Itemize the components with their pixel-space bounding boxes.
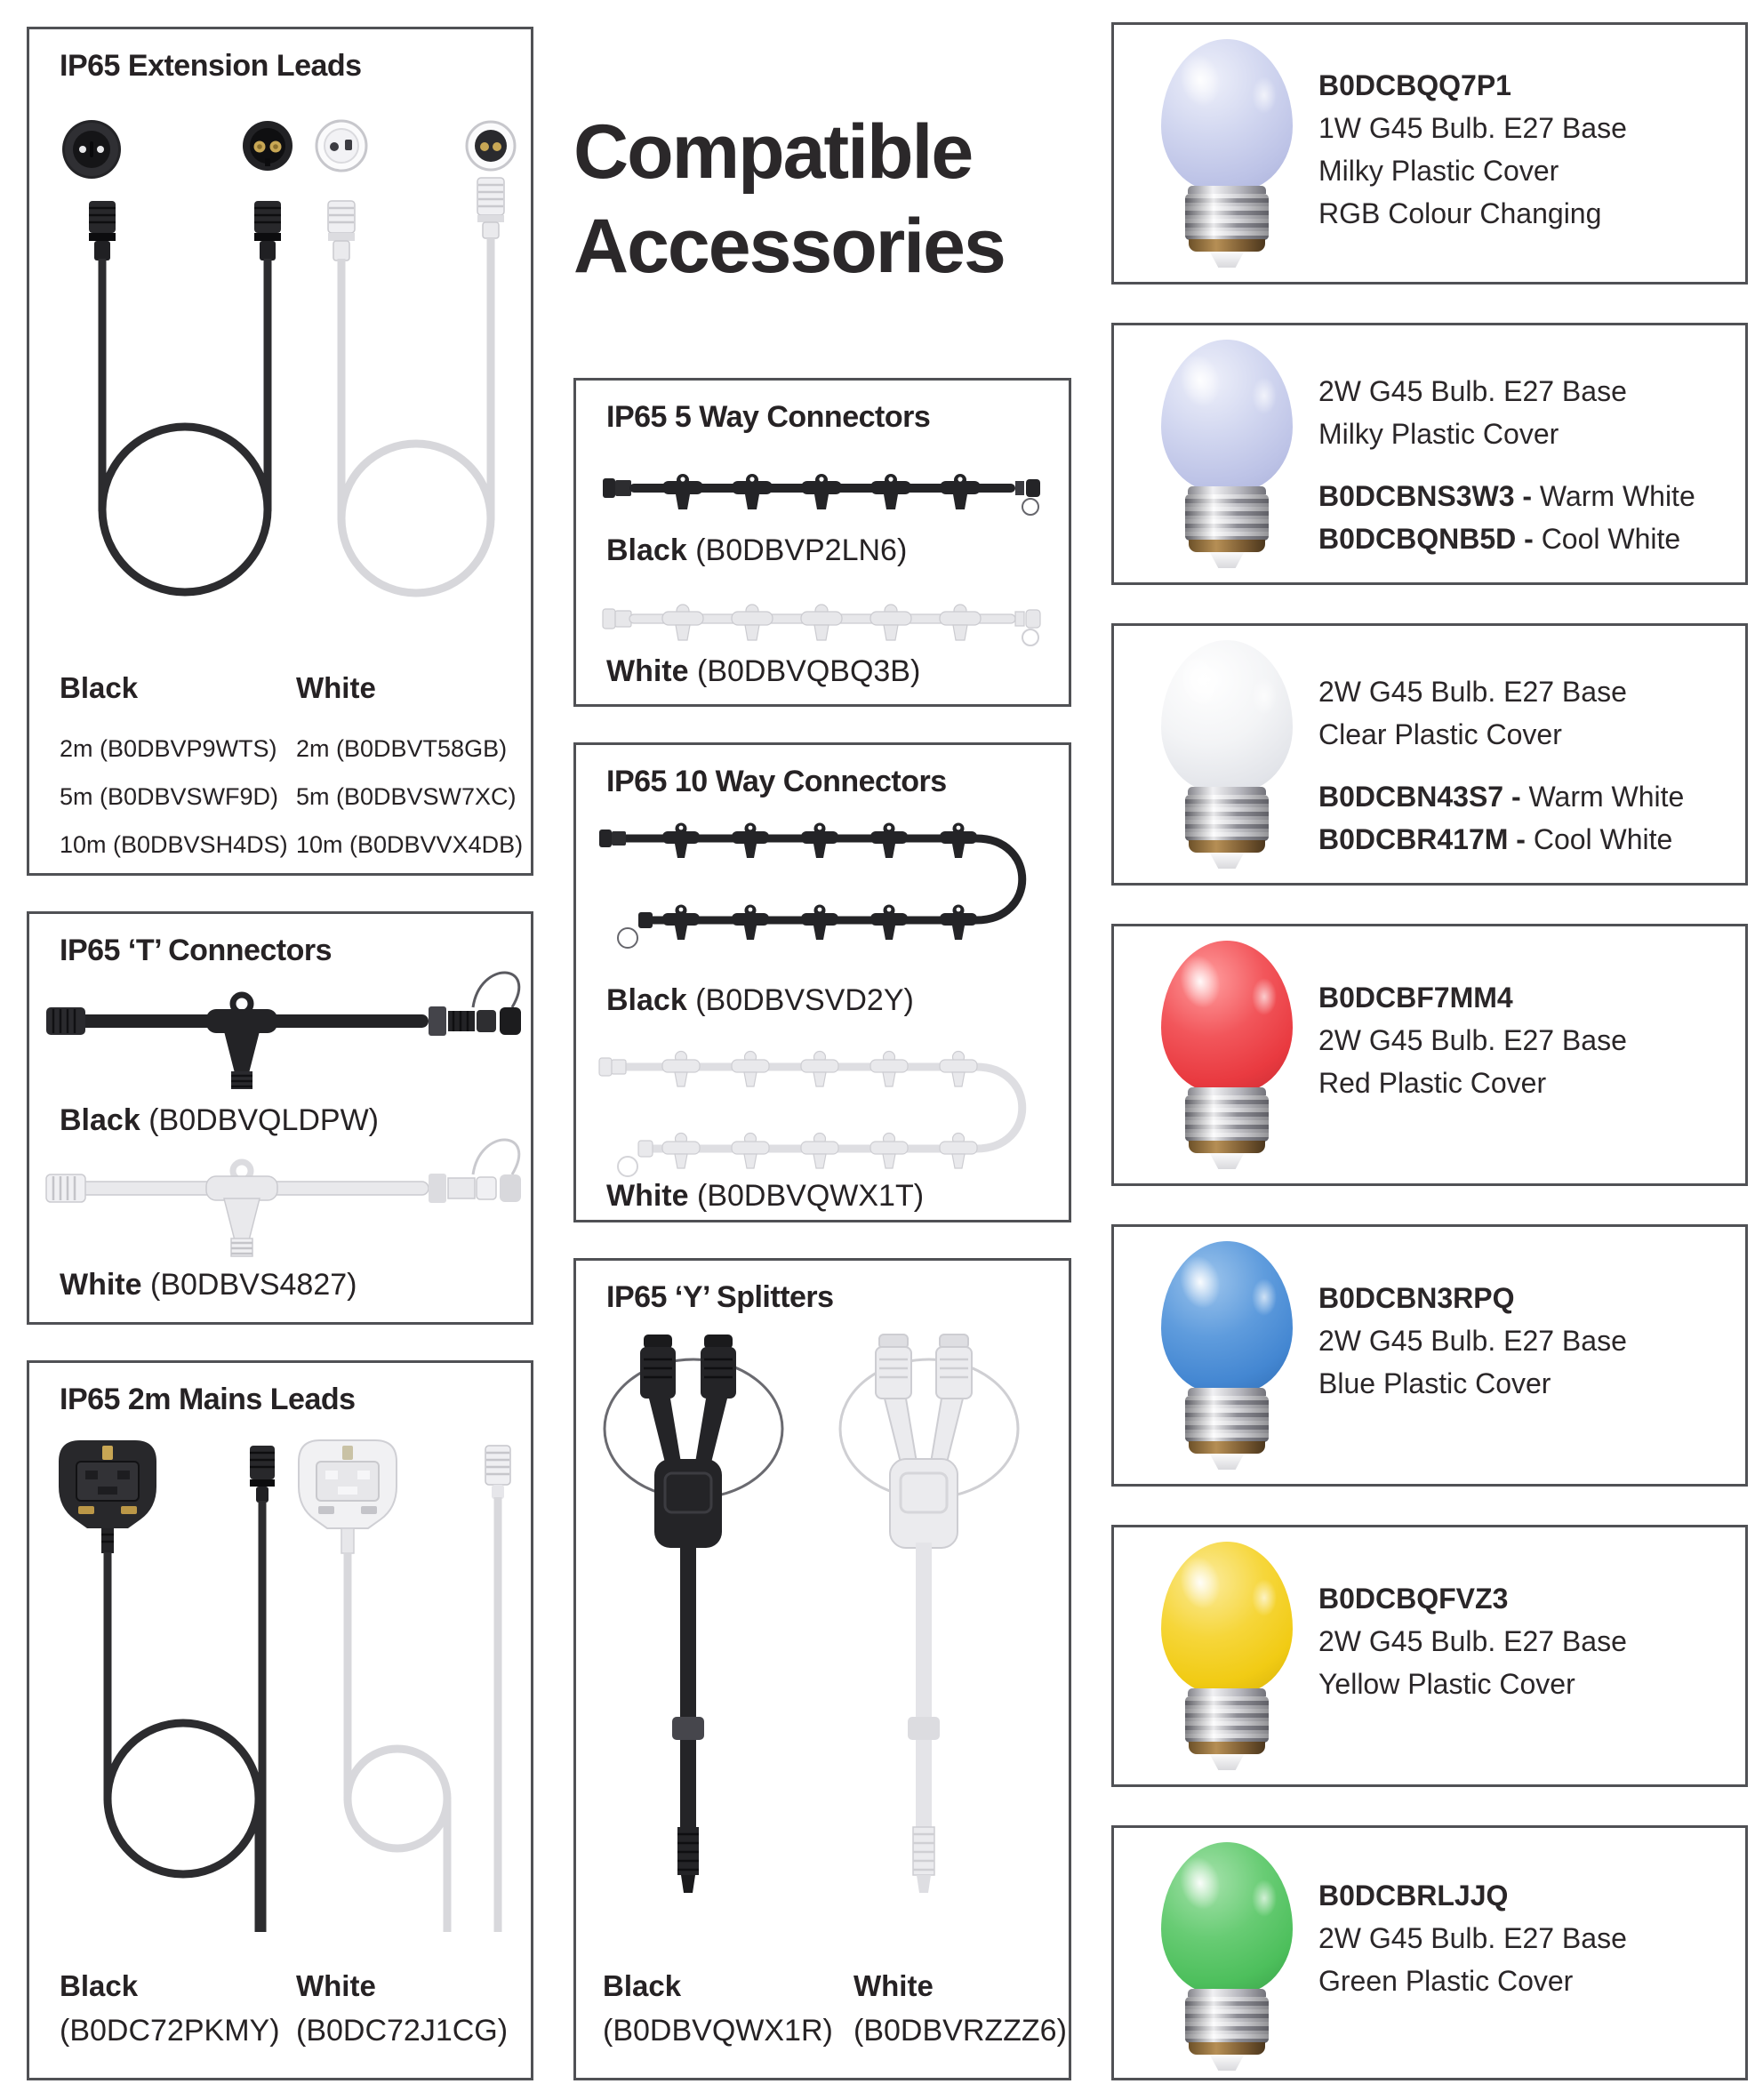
bulb-collar [1188,186,1266,194]
bulb-thread [1185,1997,1269,2043]
mains-black-code: (B0DC72PKMY) [60,2014,280,2048]
bulb-option-label: Cool White [1533,823,1673,855]
5-way-black-label [606,533,907,568]
bulb-tip [1207,853,1246,869]
bulb-ring [1189,1141,1265,1153]
5-way-white-image [603,587,1047,651]
panel-extension-leads [27,27,533,876]
bulb-line: Milky Plastic Cover [1318,155,1559,187]
bulb-glass [1161,340,1293,493]
bulb-image-milky [1151,340,1302,568]
bulb-collar [1188,1688,1266,1696]
uk-plug-white-icon [299,1440,397,1553]
5-way-black-heading: Black [606,533,687,567]
page-title [573,105,1005,293]
10-way-black-code: (B0DBVSVD2Y) [695,983,914,1017]
bulb-card-text [1318,976,1627,1104]
bulb-glass [1161,39,1293,192]
t-black-heading: Black [60,1103,140,1137]
t-connector-black-image [46,973,521,1089]
bulb-line: Red Plastic Cover [1318,1067,1547,1099]
bulb-ring [1189,540,1265,552]
10-way-white-code: (B0DBVQWX1T) [697,1179,925,1213]
bulb-option [1318,475,1695,517]
connector-face-white-pins-icon [467,122,515,170]
bulb-collar [1188,787,1266,795]
size-item: 10m (B0DBVSH4DS) [60,831,288,858]
bulb-tip [1207,1153,1246,1169]
mains-white-heading: White [296,1969,376,2002]
bulb-card-text [1318,370,1695,560]
bulb-collar [1188,1989,1266,1997]
5-way-white-code: (B0DBVQBQ3B) [697,654,921,688]
bulb-card-red [1111,924,1748,1186]
size-item: 2m (B0DBVP9WTS) [60,735,277,762]
10-way-white-image [596,1031,1058,1200]
bulb-option-label: Warm White [1528,781,1685,813]
extension-leads-image [43,105,523,665]
panel-t-connectors [27,911,533,1325]
panel-extension-leads-title: IP65 Extension Leads [60,49,362,83]
bulb-code: B0DCBQFVZ3 [1318,1583,1509,1615]
bulb-ring [1189,1441,1265,1454]
t-connector-white-label [60,1268,357,1302]
bulb-option [1318,775,1684,818]
extension-white-sizes [296,725,523,869]
bulb-line: 2W G45 Bulb. E27 Base [1318,375,1627,407]
panel-y-splitters-title: IP65 ‘Y’ Splitters [606,1280,834,1314]
bulb-image-red [1151,941,1302,1169]
panel-mains-leads [27,1360,533,2080]
panel-10-way-title: IP65 10 Way Connectors [606,765,947,798]
bulb-image-green [1151,1842,1302,2071]
bulb-card-text [1318,670,1684,861]
bulb-collar [1188,1087,1266,1095]
bulb-image-milky [1151,39,1302,268]
bulb-option-code: B0DCBQNB5D - [1318,523,1534,555]
extension-black-heading: Black [60,671,139,704]
5-way-white-label [606,654,920,689]
bulb-ring [1189,2042,1265,2055]
connector-face-black-pins-icon [243,121,292,171]
bulb-card-blue [1111,1224,1748,1487]
extension-white-heading: White [296,671,376,704]
bulb-collar [1188,486,1266,494]
bulb-option-code: B0DCBNS3W3 - [1318,480,1533,512]
y-splitter-black-code: (B0DBVQWX1R) [603,2014,833,2048]
bulb-line: Blue Plastic Cover [1318,1367,1551,1399]
10-way-black-image [596,803,1058,972]
bulb-code: B0DCBN3RPQ [1318,1282,1515,1314]
10-way-white-label [606,1179,924,1214]
bulb-card-text [1318,1577,1627,1705]
bulb-card-milky [1111,323,1748,585]
bulb-glass [1161,1241,1293,1394]
bulb-ring [1189,239,1265,252]
bulb-glass [1161,941,1293,1094]
bulb-tip [1207,552,1246,568]
bulb-line: Green Plastic Cover [1318,1965,1574,1997]
bulb-card-text [1318,1277,1627,1405]
t-white-heading: White [60,1268,142,1302]
page-title-line1: Compatible [573,109,973,195]
bulb-thread [1185,1095,1269,1142]
bulb-option-label: Cool White [1541,523,1681,555]
bulb-code: B0DCBRLJJQ [1318,1880,1509,1912]
t-connector-black-label [60,1103,379,1138]
10-way-black-heading: Black [606,983,687,1017]
t-black-code: (B0DBVQLDPW) [148,1103,380,1137]
extension-black-sizes [60,725,288,869]
bulb-line: Milky Plastic Cover [1318,418,1559,450]
bulb-tip [1207,252,1246,268]
5-way-white-heading: White [606,654,689,688]
uk-plug-black-icon [59,1440,156,1553]
bulb-glass [1161,1842,1293,1995]
bulb-line: Clear Plastic Cover [1318,718,1562,750]
connector-face-white-icon [317,121,366,171]
bulb-tip [1207,1754,1246,1770]
extension-lead-black-image [89,201,281,592]
bulb-line: 2W G45 Bulb. E27 Base [1318,1922,1627,1954]
bulb-thread [1185,795,1269,841]
y-splitter-black-image [594,1329,798,1916]
bulb-thread [1185,494,1269,541]
size-item: 10m (B0DBVVX4DB) [296,831,524,858]
size-item: 5m (B0DBVSW7XC) [296,783,517,810]
bulb-ring [1189,840,1265,853]
y-splitter-white-code: (B0DBVRZZZ6) [853,2014,1067,2048]
bulb-line: 2W G45 Bulb. E27 Base [1318,1625,1627,1657]
bulb-line: Yellow Plastic Cover [1318,1668,1575,1700]
page-title-line2: Accessories [573,204,1005,289]
bulb-thread [1185,194,1269,240]
t-connector-white-image [46,1140,521,1256]
5-way-black-code: (B0DBVP2LN6) [695,533,908,567]
bulb-tip [1207,1454,1246,1470]
bulb-option [1318,517,1695,560]
mains-white-code: (B0DC72J1CG) [296,2014,509,2048]
bulb-glass [1161,640,1293,793]
bulb-option-code: B0DCBN43S7 - [1318,781,1521,813]
t-white-code: (B0DBVS4827) [150,1268,357,1302]
bulb-card-text [1318,1874,1627,2002]
bulb-ring [1189,1742,1265,1754]
10-way-black-label [606,983,914,1018]
panel-10-way-connectors [573,742,1071,1222]
panel-mains-leads-title: IP65 2m Mains Leads [60,1383,356,1416]
bulb-thread [1185,1696,1269,1743]
size-item: 5m (B0DBVSWF9D) [60,783,279,810]
panel-t-connectors-title: IP65 ‘T’ Connectors [60,934,333,967]
bulb-collar [1188,1388,1266,1396]
extension-lead-white-image [328,178,504,593]
bulb-code: B0DCBF7MM4 [1318,982,1513,1014]
5-way-black-image [603,456,1047,520]
bulb-option-code: B0DCBR417M - [1318,823,1526,855]
y-splitter-black-heading: Black [603,1969,682,2002]
bulb-line: 2W G45 Bulb. E27 Base [1318,1325,1627,1357]
bulb-line: 2W G45 Bulb. E27 Base [1318,1024,1627,1056]
mains-leads-image [43,1421,523,1954]
panel-5-way-title: IP65 5 Way Connectors [606,400,931,434]
y-splitter-white-heading: White [853,1969,934,2002]
y-splitter-white-image [829,1329,1034,1916]
bulb-line: 2W G45 Bulb. E27 Base [1318,676,1627,708]
bulb-image-clear [1151,640,1302,869]
bulb-image-blue [1151,1241,1302,1470]
bulb-option-label: Warm White [1539,480,1695,512]
10-way-white-heading: White [606,1179,689,1213]
bulb-line: RGB Colour Changing [1318,197,1602,229]
bulb-image-yellow [1151,1542,1302,1770]
bulb-glass [1161,1542,1293,1695]
panel-5-way-connectors [573,378,1071,707]
bulb-tip [1207,2055,1246,2071]
mains-black-heading: Black [60,1969,139,2002]
connector-face-black-icon [62,120,121,179]
bulb-option [1318,818,1684,861]
size-item: 2m (B0DBVT58GB) [296,735,508,762]
bulb-card-yellow [1111,1525,1748,1787]
bulb-line: 1W G45 Bulb. E27 Base [1318,112,1627,144]
bulb-card-clear [1111,623,1748,886]
bulb-thread [1185,1396,1269,1442]
bulb-card-rgb [1111,22,1748,285]
bulb-code: B0DCBQQ7P1 [1318,69,1511,101]
bulb-card-green [1111,1825,1748,2080]
panel-y-splitters [573,1258,1071,2080]
bulb-card-text [1318,64,1627,235]
